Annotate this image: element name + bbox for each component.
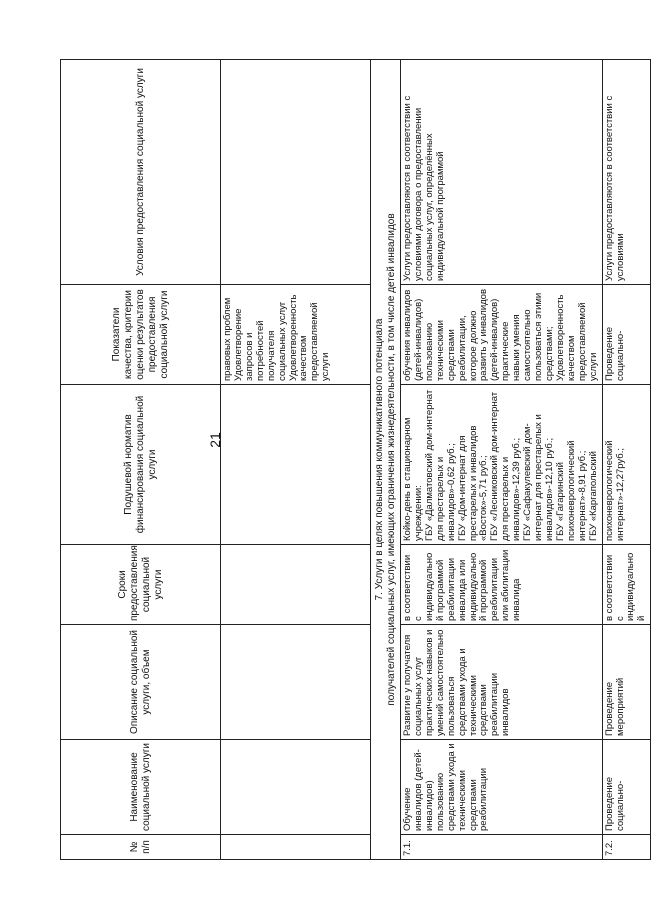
norm-line: Койко-день в стационарном учреждении: (402, 417, 424, 541)
norm-line: ГБУ «Гагаринский психоневрологический интернат»-8,91 руб.; (554, 440, 588, 541)
carry-over-row (221, 60, 371, 860)
row-72-description: Проведение мероприятий (602, 625, 651, 740)
header-terms: Сроки предоставления социальной услуги (61, 545, 221, 625)
norm-line: ГБУ «Дом-интернат для престарелых и инвалидов «Восток»-5,71 руб.; (456, 425, 490, 541)
carry-description (221, 625, 371, 740)
row-71-name: Обучение инвалидов (детей-инвалидов) пользованию средствами ухода и техническими средствами реабилитации (401, 740, 603, 835)
section-title-line2: получателей социальных услуг, имеющих ограничения жизнедеятельности, в том числе детей инвалидов (385, 213, 397, 706)
carry-terms (221, 545, 371, 625)
carry-conditions (221, 60, 371, 285)
header-name: Наименование социальной услуги (61, 740, 221, 835)
norm-line: ГБУ «Лесниковский дом-интернат для престарелых и инвалидов»-12,39 руб.; (489, 391, 523, 541)
header-conditions: Условия предоставления социальной услуги (61, 60, 221, 285)
header-description: Описание социальной услуги, объем (61, 625, 221, 740)
row-72-terms: в соответствии с индивидуальной (602, 545, 651, 625)
services-table (60, 59, 651, 860)
row-72-quality: Проведение социально- (602, 285, 651, 385)
norm-line: ГБУ «Далматовский дом-интернат для престарелых и инвалидов»-0,62 руб.; (423, 389, 457, 541)
header-num: № п/п (61, 835, 221, 860)
rotated-document-table (60, 60, 648, 860)
row-71-conditions: Услуги предоставляются в соответствии с условиями договора о предоставлении социальных услуг, определённых индивидуальной программой (401, 60, 603, 285)
carry-name (221, 740, 371, 835)
row-72-conditions: Услуги предоставляются в соответствии с условиями (602, 60, 651, 285)
section-title-line1: 7. Услуги в целях повышения коммуникативного потенциала (374, 318, 385, 601)
table-row (602, 60, 651, 860)
section-7-title (371, 60, 401, 860)
header-row (61, 60, 221, 860)
row-71-num: 7.1. (401, 835, 603, 860)
row-72-num: 7.2. (602, 835, 651, 860)
header-norm: Подушевой норматив финансирования социальной услуги (61, 385, 221, 545)
row-71-quality: обучения инвалидов (детей-инвалидов) пользованию техническими средствами реабилитации, которое должно развить у инвалидов (детей-инвалидов) практические навыки умения самостоятельно пользоваться этими средствами; Удовлетворенность качеством предоставляемой услуги (401, 285, 603, 385)
page-number: 21 (207, 432, 223, 448)
carry-num (221, 835, 371, 860)
norm-line: ГБУ «Каргапольский (587, 451, 599, 541)
header-quality: Показатели качества, критерии оценки результатов предоставления социальной услуги (61, 285, 221, 385)
norm-line: ГБУ «Сафакулевский дом-интернат для престарелых и инвалидов»-12,10 руб.; (522, 414, 555, 541)
section-7-row (371, 60, 401, 860)
table-row (401, 60, 603, 860)
row-71-norm (401, 385, 603, 545)
row-71-description: Развитие у получателя социальных услуг практических навыков и умений самостоятельно пользоваться средствами ухода и техническими средствами реабилитации инвалидов (401, 625, 603, 740)
carry-quality: правовых проблем Удовлетворение запросов и потребностей получателя социальных услуг Удовлетворенность качеством предоставляемой услуги (221, 285, 371, 385)
row-72-norm: психоневрологический интернат»-12,27руб.; (602, 385, 651, 545)
carry-norm (221, 385, 371, 545)
row-72-name: Проведение социально- (602, 740, 651, 835)
row-71-terms: в соответствии с индивидуальной программой реабилитации инвалида или индивидуальной программой реабилитации или абилитации инвалида (401, 545, 603, 625)
